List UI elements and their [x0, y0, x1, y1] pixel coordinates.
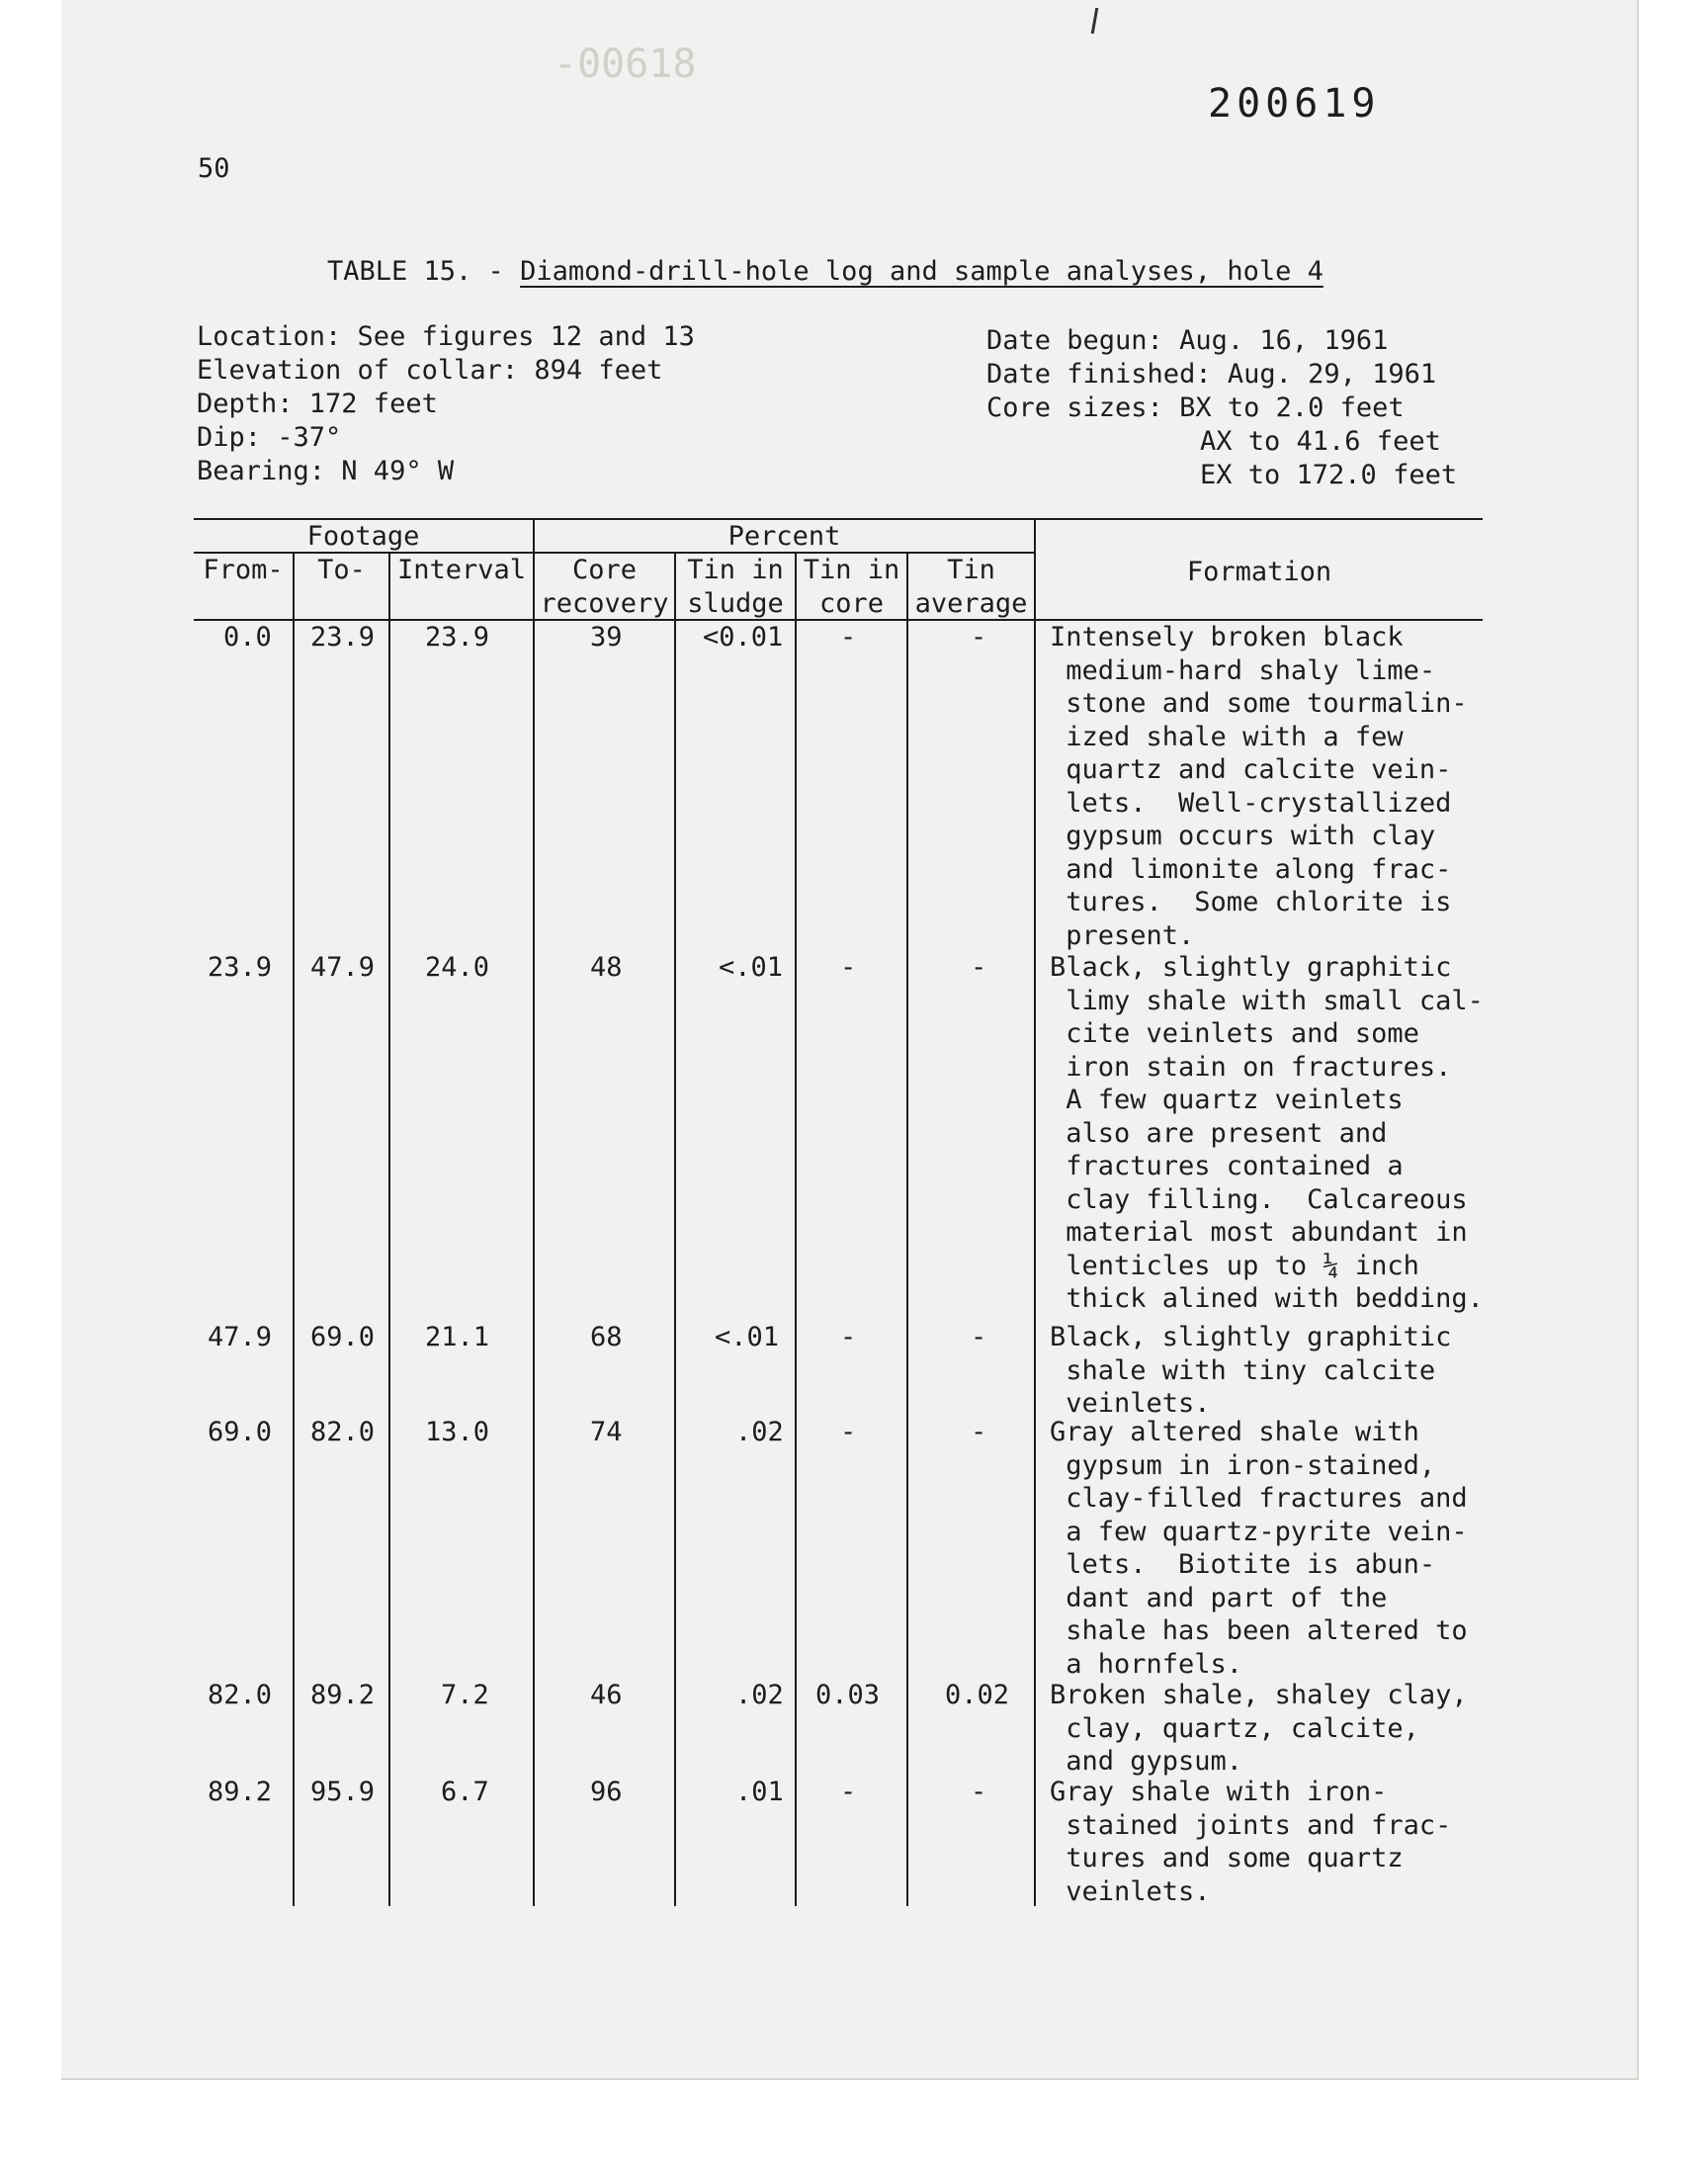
- cell-from: 47.9: [208, 1322, 273, 1352]
- cell-tin-core: 0.03: [815, 1680, 881, 1710]
- header-tin-core-2: core: [818, 588, 885, 619]
- column-rule-formation: [1034, 518, 1036, 1906]
- cell-interval: 23.9: [425, 622, 490, 652]
- cell-interval: 24.0: [425, 952, 490, 983]
- date-begun: Date begun: Aug. 16, 1961: [986, 325, 1389, 356]
- document-number: 200619: [1208, 81, 1381, 127]
- header-tin-average-2: average: [914, 588, 1028, 619]
- header-to: To-: [317, 555, 366, 585]
- cell-to: 47.9: [310, 952, 376, 983]
- cell-formation: Gray shale with iron- stained joints and frac- tures and some quartz veinlets.: [1050, 1777, 1452, 1907]
- cell-tin-average: -: [971, 1322, 987, 1352]
- cell-tin-average: -: [971, 1417, 987, 1447]
- cell-tin-sludge: .01: [735, 1777, 784, 1807]
- cell-tin-average: -: [971, 1777, 987, 1807]
- cell-tin-core: -: [840, 1777, 857, 1807]
- table-title-prefix: TABLE 15. -: [327, 256, 504, 287]
- cell-to: 69.0: [310, 1322, 376, 1352]
- dip: Dip: -37°: [197, 422, 342, 453]
- cell-tin-sludge: <.01: [719, 952, 784, 983]
- core-sizes-line-3: EX to 172.0 feet: [1200, 460, 1458, 490]
- header-percent: Percent: [727, 521, 841, 552]
- cell-formation: Broken shale, shaley clay, clay, quartz, calcite, and gypsum.: [1050, 1680, 1468, 1777]
- cell-to: 95.9: [310, 1777, 376, 1807]
- cell-from: 69.0: [208, 1417, 273, 1447]
- cell-from: 23.9: [208, 952, 273, 983]
- cell-formation: Intensely broken black medium-hard shaly lime- stone and some tourmalin- ized shale with a few quartz and calcite vein- lets. Well-crystallized gypsum occurs with clay and limonite along frac- tures. Some chlorite is present.: [1050, 622, 1468, 951]
- cell-tin-sludge: <0.01: [703, 622, 784, 652]
- column-rule-sludge-core: [795, 552, 797, 1906]
- cell-to: 82.0: [310, 1417, 376, 1447]
- cell-core-recovery: 96: [590, 1777, 623, 1807]
- cell-tin-core: -: [840, 1417, 857, 1447]
- header-core-recovery-2: recovery: [540, 588, 669, 619]
- cell-interval: 21.1: [425, 1322, 490, 1352]
- header-formation: Formation: [1186, 557, 1332, 587]
- elevation: Elevation of collar: 894 feet: [197, 355, 663, 386]
- column-rule-to-interval: [388, 552, 390, 1906]
- cell-core-recovery: 46: [590, 1680, 623, 1710]
- bearing: Bearing: N 49° W: [197, 456, 455, 486]
- column-rule-core-sludge: [674, 552, 676, 1906]
- header-tin-core-1: Tin in: [803, 555, 900, 585]
- depth: Depth: 172 feet: [197, 389, 438, 419]
- cell-interval: 13.0: [425, 1417, 490, 1447]
- cell-tin-sludge: <.01: [715, 1322, 780, 1352]
- column-rule-footage-percent: [533, 518, 535, 1906]
- cell-interval: 7.2: [441, 1680, 489, 1710]
- column-rule-core-average: [906, 552, 908, 1906]
- cell-from: 0.0: [223, 622, 272, 652]
- cell-core-recovery: 39: [590, 622, 623, 652]
- date-finished: Date finished: Aug. 29, 1961: [986, 359, 1437, 390]
- table-title: [327, 255, 1324, 289]
- location: Location: See figures 12 and 13: [197, 321, 695, 352]
- header-tin-sludge-1: Tin in: [687, 555, 784, 585]
- cell-tin-sludge: .02: [735, 1417, 784, 1447]
- cell-from: 82.0: [208, 1680, 273, 1710]
- core-sizes-line-1: Core sizes: BX to 2.0 feet: [986, 392, 1405, 423]
- header-interval: Interval: [396, 555, 527, 585]
- cell-from: 89.2: [208, 1777, 273, 1807]
- cell-tin-core: -: [840, 1322, 857, 1352]
- column-rule-from-to: [293, 552, 295, 1906]
- header-tin-average-1: Tin: [947, 555, 995, 585]
- core-sizes-line-2: AX to 41.6 feet: [1200, 426, 1441, 457]
- cell-tin-average: -: [971, 952, 987, 983]
- cell-tin-core: -: [840, 622, 857, 652]
- cell-core-recovery: 74: [590, 1417, 623, 1447]
- header-core-recovery-1: Core: [571, 555, 638, 585]
- cell-core-recovery: 68: [590, 1322, 623, 1352]
- cell-to: 89.2: [310, 1680, 376, 1710]
- cell-core-recovery: 48: [590, 952, 623, 983]
- cell-formation: Black, slightly graphitic limy shale with small cal- cite veinlets and some iron stain on fractures. A few quartz veinlets also are present and fractures contained a clay filling. Calcareous material most abundant in lenticles up to ¼ inch thick alined with bedding.: [1050, 952, 1484, 1314]
- cell-interval: 6.7: [441, 1777, 489, 1807]
- header-footage: Footage: [306, 521, 420, 552]
- page-number: 50: [198, 153, 230, 184]
- cell-to: 23.9: [310, 622, 376, 652]
- header-from: From-: [203, 555, 284, 585]
- cell-tin-average: 0.02: [945, 1680, 1010, 1710]
- header-tin-sludge-2: sludge: [687, 588, 784, 619]
- bleed-through-number: -00618: [554, 42, 697, 87]
- cell-tin-core: -: [840, 952, 857, 983]
- cell-formation: Gray altered shale with gypsum in iron-stained, clay-filled fractures and a few quartz-pyrite vein- lets. Biotite is abun- dant and part of the shale has been altered to a hornfels.: [1050, 1417, 1468, 1680]
- table-title-text: Diamond-drill-hole log and sample analyses, hole 4: [520, 256, 1324, 287]
- cell-tin-sludge: .02: [735, 1680, 784, 1710]
- cell-tin-average: -: [971, 622, 987, 652]
- cell-formation: Black, slightly graphitic shale with tiny calcite veinlets.: [1050, 1322, 1452, 1419]
